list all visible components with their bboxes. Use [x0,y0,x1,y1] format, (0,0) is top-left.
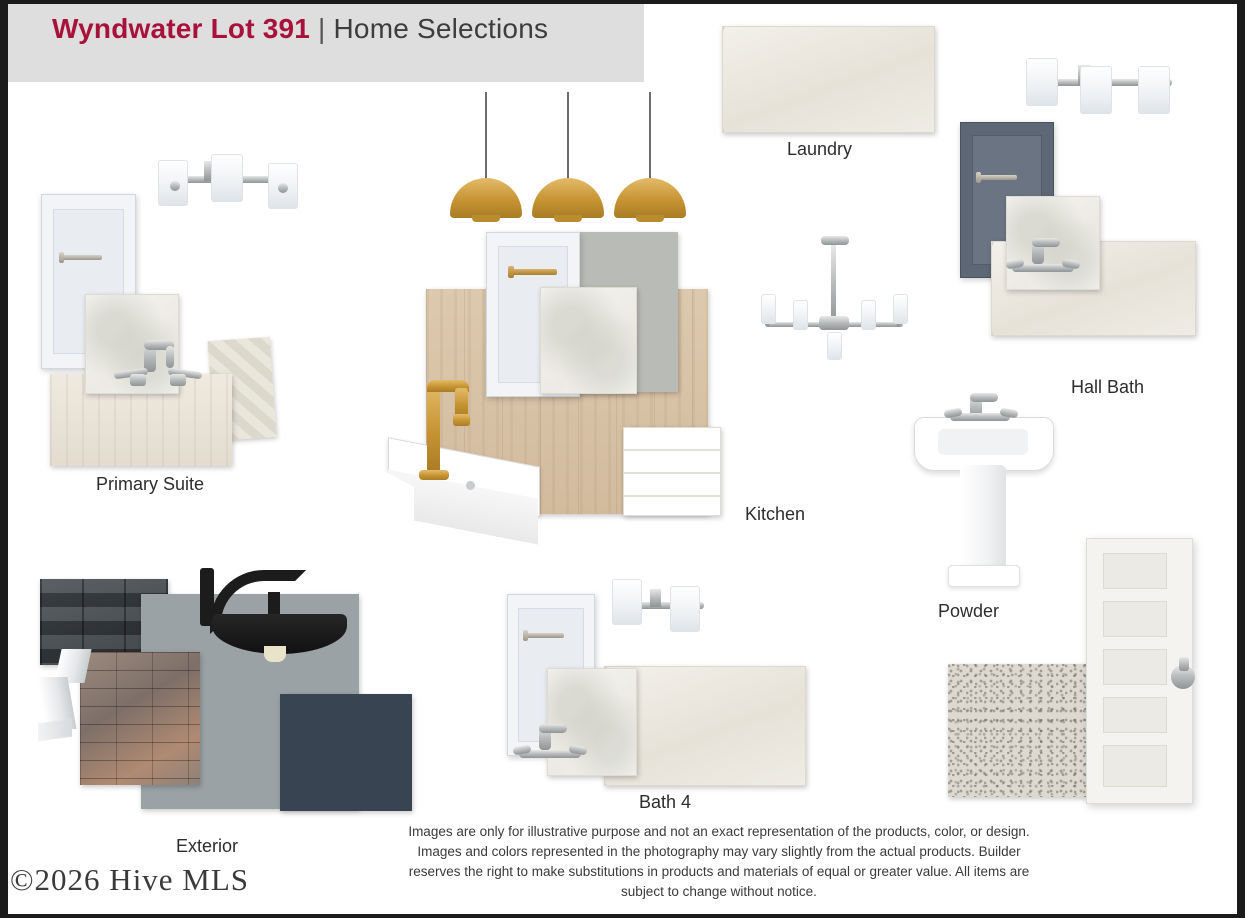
kitchen-pendant-1 [448,92,523,227]
label-hall-bath: Hall Bath [1071,377,1145,397]
powder-pedestal-sink [908,389,1058,594]
label-primary-suite: Primary Suite [96,474,205,494]
primary-vanity-light-fixture [158,149,298,209]
label-powder: Powder [938,601,1000,621]
interior-door [1086,538,1193,804]
label-kitchen: Kitchen [745,504,806,524]
kitchen-pendant-2 [530,92,605,227]
exterior-barn-light-fixture [200,554,360,664]
label-laundry: Laundry [787,139,853,159]
exterior-stone-swatch [80,652,200,785]
bath4-faucet [505,722,595,772]
exterior-gutter-downspout [36,649,96,754]
hall-bath-faucet [998,236,1088,286]
kitchen-faucet [413,344,473,479]
kitchen-backsplash-tile-swatch [623,427,721,516]
selections-board [8,4,1237,914]
dining-chandelier [753,236,913,366]
disclaimer-text: Images are only for illustrative purpose and not an exact representation of the products, color, or design. Images and colors represented in the photography may vary slightly from the actual products. Builder reserves the right to make substitutions in products and materials of equal or greater value. All items are subject to change without notice. [408,824,1030,899]
label-bath-4: Bath 4 [639,792,692,812]
carpet-swatch [948,664,1088,797]
primary-faucet [104,334,208,396]
exterior-shutter-color-swatch [280,694,412,811]
page-title [52,13,548,45]
page-title-subtitle: Home Selections [333,13,549,44]
kitchen-pendant-3 [612,92,687,227]
watermark: ©2026 Hive MLS [10,862,250,897]
hall-bath-vanity-light-fixture [1018,49,1183,109]
bath4-vanity-light-fixture [608,572,713,630]
page-title-lot: Wyndwater Lot 391 [52,13,311,44]
page-title-separator: | [318,13,326,44]
laundry-floor-tile-swatch [722,26,935,133]
label-exterior: Exterior [176,836,239,856]
kitchen-countertop-swatch [540,287,637,394]
